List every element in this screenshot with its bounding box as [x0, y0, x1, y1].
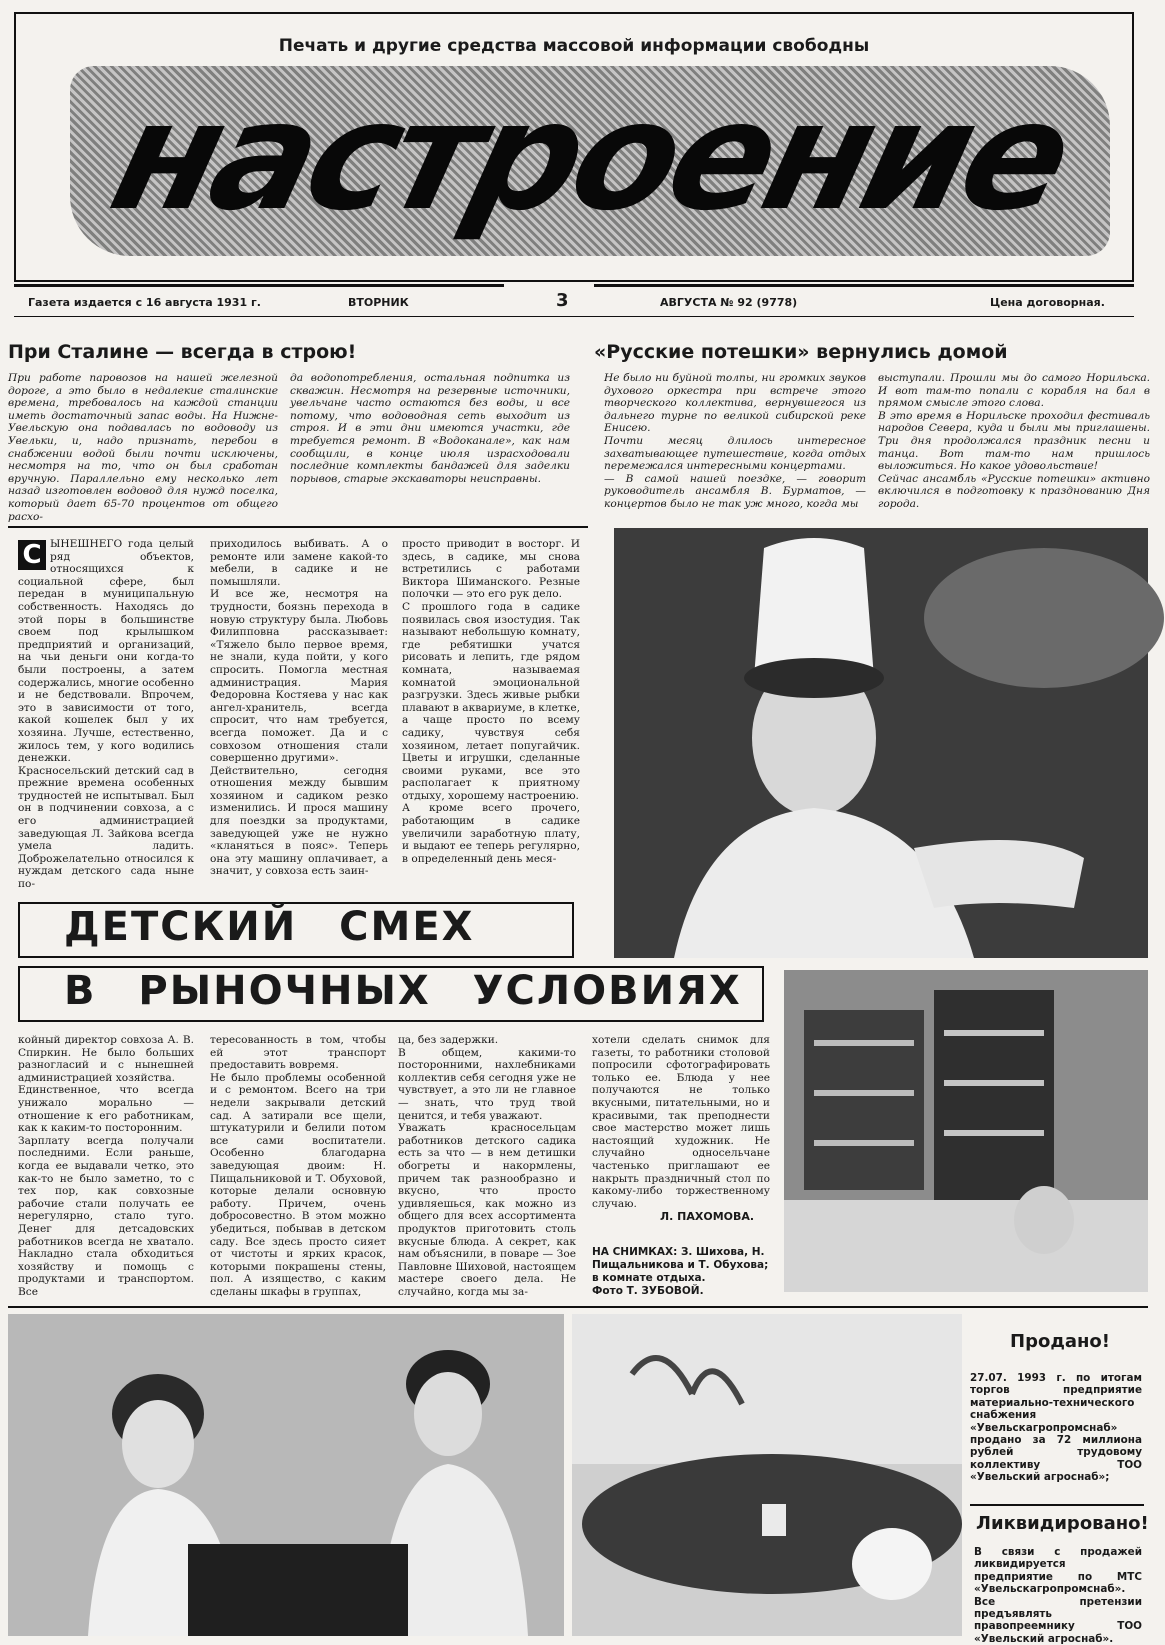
photo-rest-room [784, 970, 1148, 1292]
article-stalin-col1: При работе паровозов на нашей железной дороге, а это было в недалекие сталинские времена, требовалось на каждой станции иметь достаточный запас воды. На Нижне-Увельскую она подавалась по водоводу из Увельки, и, надо признать, перебои в снабжении водой были почти исключены, несмотря на то, что он был сработан вручную. Параллельно ему несколько лет назад изготовлен водовод для нужд поселка, который дает 65-70 процентов от общего расхо- [8, 372, 278, 523]
info-rule-left [14, 284, 504, 287]
liquidated-title: Ликвидировано! [976, 1513, 1149, 1534]
masthead-motto: Печать и другие средства массовой информации свободны [278, 36, 870, 56]
main-article-col1-wrap [18, 538, 194, 890]
main-article-col3: просто приводит в восторг. И здесь, в садике, мы снова встретились с работами Виктора Шиманского. Резные полочки — это его рук дело. С прошлого года в садике появилась своя изостудия. Так называют небольшую комнату, где ребятишки учатся рисовать и лепить, где рядом комната, называемая комнатой эмоциональной разгрузки. Здесь живые рыбки плавают в аквариуме, в клетке, а чаще просто по всему садику, чувствуя себя хозяином, летает попугайчик. Цветы и игрушки, сделанные своими руками, все это располагает к приятному отдыху, хорошему настроению. А кроме всего прочего, работающим в садике увеличили заработную плату, и выдают ее теперь регулярно, в определенный день меся- [402, 538, 580, 865]
photo-table [572, 1314, 962, 1636]
sold-text: 27.07. 1993 г. по итогам торгов предприятие материально-технического снабжения «Увельскагропромснаб» продано за 72 миллиона рублей трудовому коллективу ТОО «Увельский агроснаб»; [970, 1372, 1142, 1484]
main-article-col6: ца, без задержки. В общем, какими-то посторонними, нахлебниками коллектив себя сегодня уже не чувствует, а это ли не главное — знать, что труд твой ценится, и тебя уважают. Уважать красносельцам работников детского садика есть за что — в нем детишки обогреты и накормлены, причем так разнообразно и вкусно, что просто удивляешься, как можно из общего для всех ассортимента продуктов приготовить столь вкусные блюда. А секрет, как нам объяснили, в поваре — Зое Павловне Шиховой, настоящем мастере своего дела. Не случайно, когда мы за- [398, 1034, 576, 1298]
photo-staff-illustration [8, 1314, 564, 1636]
info-issue: АВГУСТА № 92 (9778) [660, 296, 798, 309]
bottom-rule [8, 1306, 1148, 1308]
main-headline-1: ДЕТСКИЙ СМЕХ [18, 902, 574, 958]
info-rule-bottom [14, 316, 1134, 317]
notice-divider [970, 1504, 1144, 1506]
article-stalin-col2: да водопотребления, остальная подпитка из скважин. Несмотря на резервные источники, увельчане часто остаются без воды, и все потому, что водоводная сеть выходит из строя. И в эти дни имеются участки, где требуется ремонт. В «Водоканале», как нам сообщили, в конце июля израсходовали последние комплекты бандажей для заделки порывов, старые экскаваторы неисправны. [290, 372, 570, 485]
info-since: Газета издается с 16 августа 1931 г. [28, 296, 261, 309]
main-article-dropcap: С [18, 540, 46, 570]
photo-cook-illustration [614, 528, 1148, 958]
section-rule [8, 526, 588, 528]
photo-table-illustration [572, 1314, 962, 1636]
masthead-title: настроение [96, 70, 1084, 244]
main-article-author: Л. ПАХОМОВА. [660, 1210, 755, 1223]
article-poteshki-col1: Не было ни буйной толпы, ни громких звуков духового оркестра при встрече этого творческого коллектива, вернувшегося из дальнего турне по великой сибирской реке Енисею. Почти месяц длилось интересное захватывающее путешествие, когда отдых перемежался интересными концертами. — В самой нашей поездке, — говорит руководитель ансамбля В. Бурматов, — концертов было не так уж много, когда мы [604, 372, 866, 510]
photo-staff [8, 1314, 564, 1636]
main-article-col5: тересованность в том, чтобы ей этот транспорт предоставить вовремя. Не было проблемы особенной и с ремонтом. Всего на три недели закрывали детский сад. А затирали все щели, штукатурили и белили потом все сами воспитатели. Особенно благодарна заведующая двоим: Н. Пищальниковой и Т. Обуховой, которые делали основную работу. Причем, очень добросовестно. В этом можно убедиться, побывав в детском саду. Все здесь просто сияет от чистоты и ярких красок, которыми покрашены стены, пол. А изящество, с каким сделаны шкафы в группах, [210, 1034, 386, 1298]
info-rule-right [594, 284, 1134, 287]
photo-rest-room-illustration [784, 970, 1148, 1292]
photo-cook [614, 528, 1148, 958]
liquidated-text: В связи с продажей ликвидируется предприятие по МТС «Увельскагропромснаб». Все претензии предъявлять правопреемнику ТОО «Увельский агроснаб». [974, 1546, 1142, 1645]
main-article-col2: приходилось выбивать. А о ремонте или замене какой-то мебели, в садике и не помышляли. И все же, несмотря на трудности, боязнь перехода в новую структуру была. Любовь Филипповна рассказывает: «Тяжело было первое время, не знали, куда пойти, у кого спросить. Помогла местная администрация. Мария Федоровна Костяева у нас как ангел-хранитель, всегда спросит, что нам требуется, всегда поможет. Да и с совхозом отношения стали совершенно другими». Действительно, сегодня отношения между бывшим хозяином и садиком резко изменились. И прося машину для поездки за продуктами, заведующей уже не нужно «кланяться в пояс». Теперь она эту машину оплачивает, а значит, у совхоза есть заин- [210, 538, 388, 878]
main-headline-2: В РЫНОЧНЫХ УСЛОВИЯХ [18, 966, 764, 1022]
article-poteshki-col2: выступали. Прошли мы до самого Норильска. И вот там-то попали с корабля на бал в прямом смысле этого слова. В это время в Норильске проходил фестиваль народов Севера, куда и были мы приглашены. Три дня продолжался праздник песни и танца. Вот там-то нам пришлось выложиться. Но какое удовольствие! Сейчас ансамбль «Русские потешки» активно включился в подготовку к празднованию Дня города. [878, 372, 1150, 510]
main-article-col7: хотели сделать снимок для газеты, то работники столовой попросили сфотографировать только ее. Блюда у нее получаются не только вкусными, питательными, но и красивыми, так преподнести свое мастерство может лишь настоящий художник. Не случайно односельчане частенько приглашают ее накрыть праздничный стол по какому-либо торжественному случаю. [592, 1034, 770, 1210]
sold-title: Продано! [1010, 1331, 1111, 1352]
main-article-caption: НА СНИМКАХ: З. Шихова, Н. Пищальникова и Т. Обухова; в комнате отдыха. Фото Т. ЗУБОВОЙ. [592, 1246, 769, 1297]
article-stalin-title: При Сталине — всегда в строю! [8, 341, 357, 363]
info-weekday: ВТОРНИК [348, 296, 409, 309]
info-day: 3 [556, 290, 569, 311]
main-article-col1: ЫНЕШНЕГО года целый ряд объектов, относящихся к социальной сфере, был передан в муниципальную собственность. Находясь до этой поры в большинстве своем под крылышком предприятий и организаций, на чьи деньги они когда-то были построены, а затем содержались, многие особенно и не бедствовали. Впрочем, это в зависимости от того, какой кошелек был у их хозяина. Лучше, естественно, жилось тем, у кого водились денежки. Красносельский детский сад в прежние времена особенных трудностей не испытывал. Был он в подчинении совхоза, а с его администрацией заведующая Л. Зайкова всегда умела ладить. Доброжелательно относился к нуждам детского сада ныне по- [18, 538, 194, 891]
info-price: Цена договорная. [990, 296, 1105, 309]
article-poteshki-title: «Русские потешки» вернулись домой [594, 341, 1008, 363]
main-article-col4: койный директор совхоза А. В. Спиркин. Не было больших разногласий и с нынешней администрацией хозяйства. Единственное, что всегда унижало морально — отношение к его работникам, как к каким-то посторонним. Зарплату всегда получали последними. Если раньше, когда ее выдавали четко, это как-то не было заметно, то с тех пор, как совхозные рабочие стали получать ее нерегулярно, стало туго. Денег для детсадовских работников всегда не хватало. Накладно стала обходиться хозяйству и помощь с продуктами и транспортом. Все [18, 1034, 194, 1298]
